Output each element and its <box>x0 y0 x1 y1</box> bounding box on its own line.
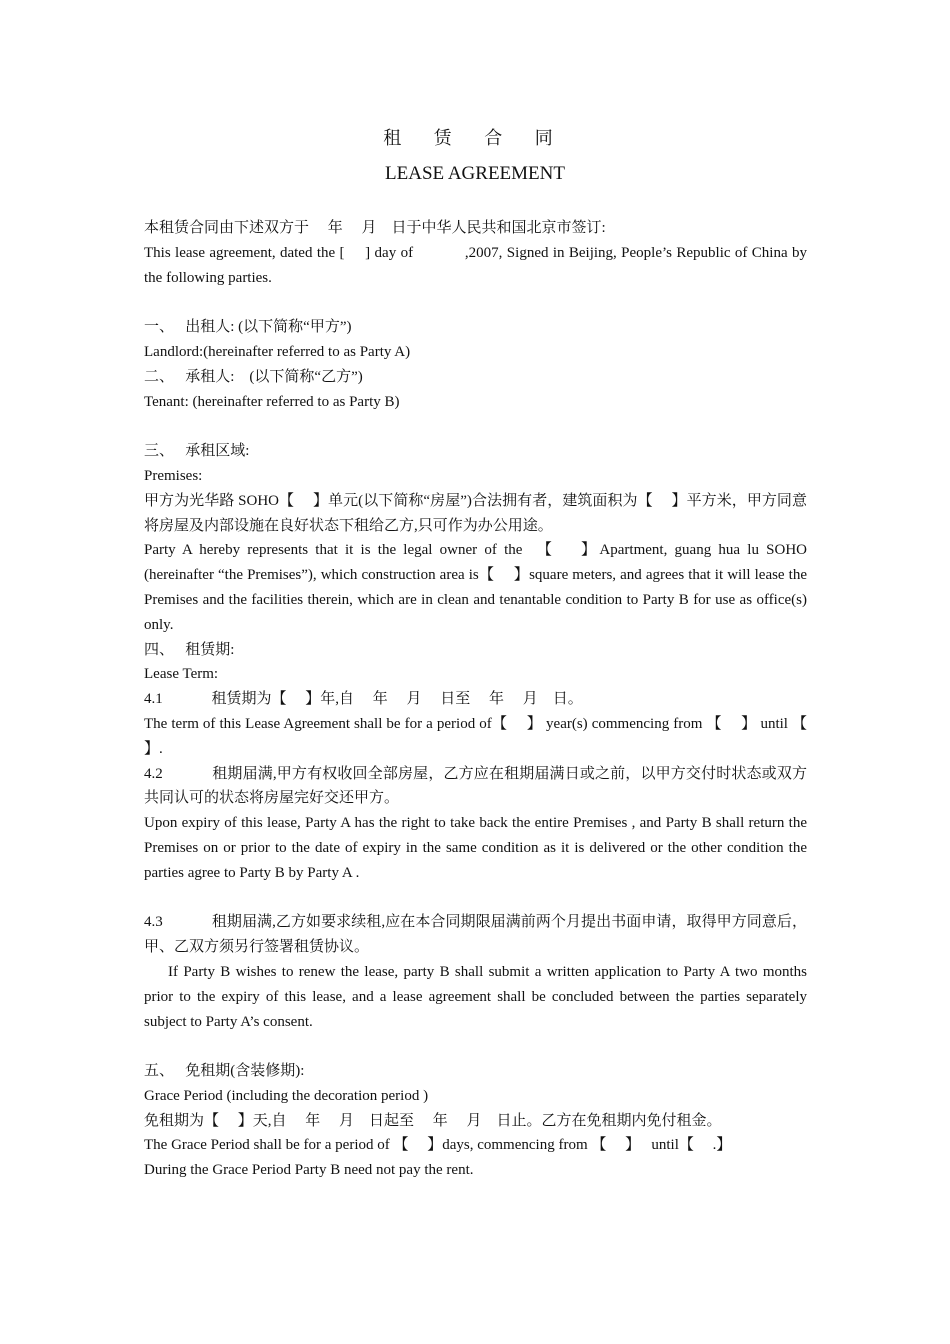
section-2-heading-cn: 二、 承租人: (以下简称“乙方”) <box>144 368 363 385</box>
section-5-heading-en: Grace Period (including the decoration period ) <box>144 1087 429 1104</box>
section-3-heading-en: Premises: <box>144 467 203 484</box>
title-english: LEASE AGREEMENT <box>385 163 565 184</box>
clause-4-1-en: The term of this Lease Agreement shall be for a period of【 】 year(s) commencing from 【 】 until 【 】. <box>144 715 826 757</box>
section-5-heading-cn: 五、 免租期(含装修期): <box>144 1063 305 1080</box>
intro-chinese: 本租赁合同由下述双方于 年 月 日于中华人民共和国北京市签订: <box>144 220 606 236</box>
spacer <box>144 414 807 439</box>
section-1-heading-cn: 一、 出租人: (以下简称“甲方”) <box>144 319 352 336</box>
title-chinese: 租 赁 合 同 <box>383 128 567 148</box>
clause-4-3-en: If Party B wishes to renew the lease, party B shall submit a written application to Party A two months prior to the expiry of this lease, and a lease agreement shall be concluded between the parties separately subject to Party A’s consent. <box>144 963 807 1030</box>
spacer <box>144 1034 807 1059</box>
section-5-body-en-1: The Grace Period shall be for a period of 【 】days, commencing from 【 】 until【 .】 <box>144 1137 732 1154</box>
section-1-heading-en: Landlord:(hereinafter referred to as Party A) <box>144 343 411 360</box>
section-5-body-en-2: During the Grace Period Party B need not pay the rent. <box>144 1162 474 1179</box>
clause-4-2-cn: 4.2 租期届满,甲方有权收回全部房屋，乙方应在租期届满日或之前，以甲方交付时状态或双方共同认可的状态将房屋完好交还甲方。 <box>144 765 807 807</box>
intro-english: This lease agreement, dated the [ ] day of ,2007, Signed in Beijing, People’s Republic of China by the following parties. <box>144 244 807 286</box>
section-2-heading-en: Tenant: (hereinafter referred to as Party B) <box>144 393 400 410</box>
section-3-body-cn: 甲方为光华路 SOHO【 】单元(以下简称“房屋”)合法拥有者，建筑面积为【 】平方米，甲方同意将房屋及内部设施在良好状态下租给乙方,只可作为办公用途。 <box>144 492 807 534</box>
spacer <box>144 886 807 911</box>
section-5-body-cn: 免租期为【 】天,自 年 月 日起至 年 月 日止。乙方在免租期内免付租金。 <box>144 1112 722 1129</box>
section-3-heading-cn: 三、 承租区域: <box>144 443 250 460</box>
clause-4-3-cn: 4.3 租期届满,乙方如要求续租,应在本合同期限届满前两个月提出书面申请，取得甲方同意后，甲、乙双方须另行签署租赁协议。 <box>144 914 807 956</box>
section-4-heading-cn: 四、 租赁期: <box>144 641 235 658</box>
clause-4-2-en: Upon expiry of this lease, Party A has the right to take back the entire Premises , and Party B shall return the Premises on or prior to the date of expiry in the same condition as it is delivered or the other condition the parties agree to Party B by Party A . <box>144 815 807 881</box>
clause-4-1-cn: 4.1 租赁期为【 】年,自 年 月 日至 年 月 日。 <box>144 691 583 708</box>
section-4-heading-en: Lease Term: <box>144 666 219 683</box>
contract-body <box>144 216 826 1183</box>
section-3-body-en: Party A hereby represents that it is the legal owner of the 【 】Apartment, guang hua lu SOHO (hereinafter “the Premises”), which construction area is【 】square meters, and agrees that it will lease the Premises and the facilities therein, which are in clean and tenantable condition to Party B for use as office(s) only. <box>144 542 807 633</box>
spacer <box>144 290 807 315</box>
